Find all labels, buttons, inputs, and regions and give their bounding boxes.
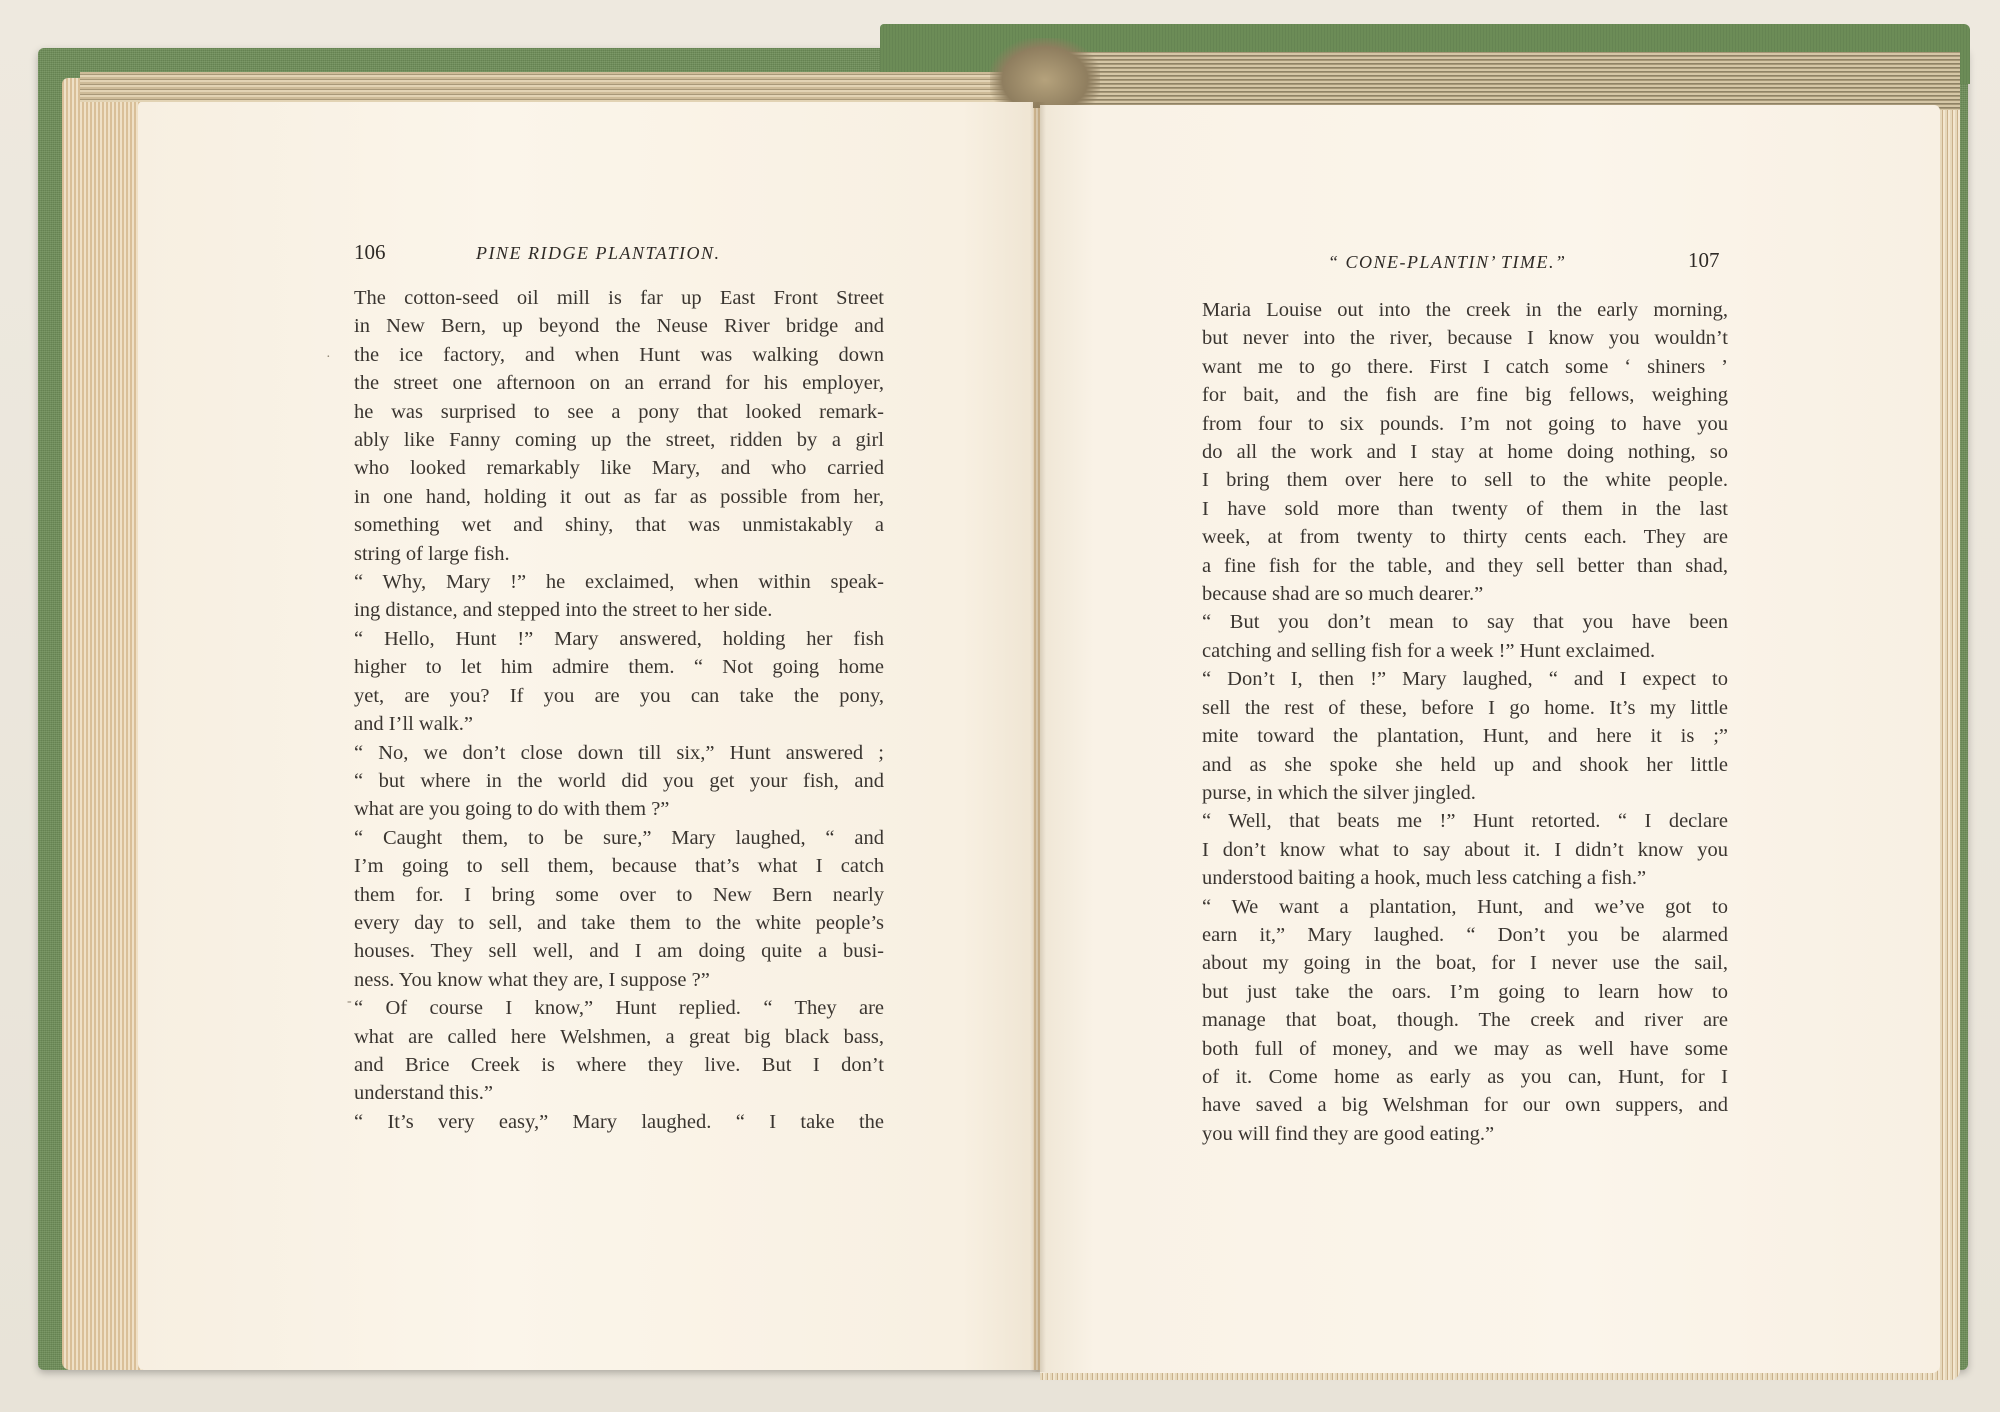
text-line: catching and selling fish for a week !” Hunt exclaimed. (1202, 639, 1656, 662)
text-line: about my going in the boat, for I never use the sail, (1202, 952, 1728, 975)
text-line: earn it,” Mary laughed. “ Don’t you be alarmed (1202, 923, 1728, 946)
text-line: yet, are you? If you are you can take the pony, (354, 684, 884, 707)
text-line: and Brice Creek is where they live. But I don’t (354, 1053, 884, 1076)
text-line: “ Well, that beats me !” Hunt retorted. “ I declare (1202, 810, 1728, 833)
text-line: I don’t know what to say about it. I didn’t know you (1202, 838, 1728, 861)
text-line: The cotton-seed oil mill is far up East Front Street (354, 287, 884, 309)
text-line: and as she spoke she held up and shook her little (1202, 753, 1728, 776)
text-line: “ Don’t I, then !” Mary laughed, “ and I expect to (1202, 668, 1728, 691)
margin-mark: - (347, 994, 352, 1009)
spine-tear (990, 38, 1100, 108)
text-line: want me to go there. First I catch some ‘ shiners ’ (1202, 355, 1728, 378)
text-line: ing distance, and stepped into the street to her side. (354, 599, 773, 622)
text-line: “ but where in the world did you get your fish, and (354, 769, 884, 792)
right-page-text (1202, 296, 1728, 1148)
text-line: and I’ll walk.” (354, 713, 473, 736)
left-running-head: PINE RIDGE PLANTATION. (476, 243, 721, 263)
text-line: in one hand, holding it out as far as possible from her, (354, 485, 884, 508)
text-line: something wet and shiny, that was unmistakably a (354, 514, 884, 537)
right-page-number: 107 (1688, 248, 1720, 272)
text-line: “ No, we don’t close down till six,” Hunt answered ; (354, 741, 884, 764)
text-line: in New Bern, up beyond the Neuse River bridge and (354, 315, 884, 338)
text-line: “ We want a plantation, Hunt, and we’ve got to (1202, 895, 1728, 918)
text-line: houses. They sell well, and I am doing quite a busi- (354, 940, 884, 963)
text-line: who looked remarkably like Mary, and who carried (354, 457, 884, 480)
text-line: “ Why, Mary !” he exclaimed, when within speak- (354, 571, 884, 594)
text-line: ness. You know what they are, I suppose ?” (354, 968, 710, 991)
text-line: “ But you don’t mean to say that you have been (1202, 611, 1728, 634)
text-line: higher to let him admire them. “ Not going home (354, 656, 884, 679)
text-line: because shad are so much dearer.” (1202, 583, 1484, 606)
text-line: a fine fish for the table, and they sell better than shad, (1202, 554, 1728, 577)
text-line: I’m going to sell them, because that’s what I catch (354, 855, 884, 878)
text-line: Maria Louise out into the creek in the early morning, (1202, 299, 1728, 321)
text-line: but just take the oars. I’m going to learn how to (1202, 980, 1728, 1003)
text-line: both full of money, and we may as well have some (1202, 1037, 1728, 1060)
text-line: week, at from twenty to thirty cents each. They are (1202, 526, 1728, 549)
left-top-page-edges (80, 72, 1040, 102)
text-line: but never into the river, because I know you wouldn’t (1202, 327, 1728, 350)
text-line: them for. I bring some over to New Bern nearly (354, 883, 884, 906)
text-line: what are called here Welshmen, a great big black bass, (354, 1025, 884, 1048)
text-line: you will find they are good eating.” (1202, 1122, 1495, 1145)
text-line: he was surprised to see a pony that looked remark- (354, 400, 884, 423)
text-line: of it. Come home as early as you can, Hunt, for I (1202, 1065, 1728, 1088)
text-line: from four to six pounds. I’m not going to have you (1202, 412, 1728, 435)
text-line: string of large fish. (354, 542, 510, 565)
text-line: mite toward the plantation, Hunt, and here it is ;” (1202, 725, 1728, 748)
right-running-head: “ CONE-PLANTIN’ TIME.” (1328, 252, 1567, 272)
text-line: ably like Fanny coming up the street, ridden by a girl (354, 429, 884, 452)
text-line: have saved a big Welshman for our own suppers, and (1202, 1094, 1728, 1117)
text-line: the ice factory, and when Hunt was walking down (354, 343, 884, 366)
text-line: “ Of course I know,” Hunt replied. “ They are (354, 997, 884, 1020)
text-line: understood baiting a hook, much less catching a fish.” (1202, 867, 1647, 890)
text-line: for bait, and the fish are fine big fellows, weighing (1202, 384, 1728, 407)
text-line: understand this.” (354, 1082, 493, 1105)
text-line: what are you going to do with them ?” (354, 798, 670, 821)
left-page-number: 106 (354, 240, 386, 264)
text-line: every day to sell, and take them to the white people’s (354, 911, 884, 934)
margin-mark: · (326, 350, 331, 365)
right-top-page-edges (1040, 52, 1960, 110)
text-line: purse, in which the silver jingled. (1202, 781, 1476, 804)
text-line: I bring them over here to sell to the white people. (1202, 469, 1728, 492)
text-line: do all the work and I stay at home doing nothing, so (1202, 441, 1728, 464)
text-line: “ Hello, Hunt !” Mary answered, holding her fish (354, 627, 884, 650)
text-line: manage that boat, though. The creek and river are (1202, 1009, 1728, 1032)
gutter-shadow (1030, 102, 1046, 1372)
text-line: “ Caught them, to be sure,” Mary laughed, “ and (354, 826, 884, 849)
left-page-text (354, 284, 884, 1136)
text-line: the street one afternoon on an errand for his employer, (354, 372, 884, 395)
text-line: I have sold more than twenty of them in the last (1202, 497, 1728, 520)
text-line: “ It’s very easy,” Mary laughed. “ I take the (354, 1110, 884, 1133)
text-line: sell the rest of these, before I go home. It’s my little (1202, 696, 1728, 719)
